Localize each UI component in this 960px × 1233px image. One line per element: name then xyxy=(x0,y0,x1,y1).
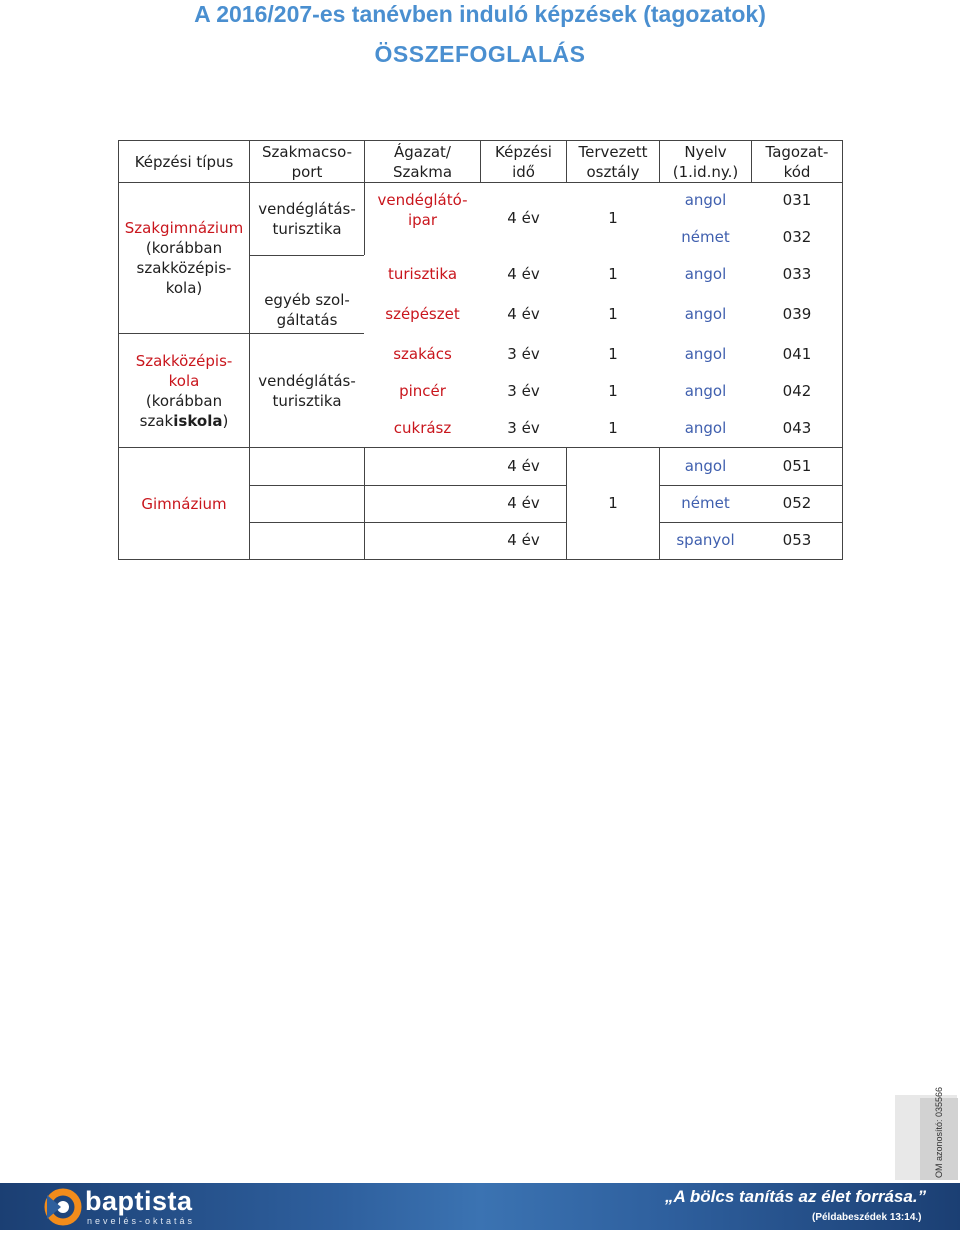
duration-pincer: 3 év xyxy=(507,382,540,400)
group-vendeglatas-turisztika-2: vendéglátás- turisztika xyxy=(258,371,356,410)
code-032: 032 xyxy=(782,228,812,246)
language-033: angol xyxy=(684,265,727,283)
code-051: 051 xyxy=(782,457,812,475)
header-training-type: Képzési típus xyxy=(134,152,234,171)
header-language: Nyelv (1.id.ny.) xyxy=(672,142,739,181)
type-szakgimnazium xyxy=(119,183,249,333)
group-egyeb-szolgaltatas: egyéb szol- gáltatás xyxy=(264,291,350,329)
page-title: A 2016/207-es tanévben induló képzések (tagozatok) xyxy=(194,1,766,27)
language-053: spanyol xyxy=(676,531,735,549)
code-033: 033 xyxy=(782,265,812,283)
header-duration: Képzési idő xyxy=(495,142,552,181)
language-042: angol xyxy=(684,382,727,400)
type-gimnazium: Gimnázium xyxy=(141,494,227,513)
language-039: angol xyxy=(684,305,727,323)
duration-gim-053: 4 év xyxy=(507,531,540,549)
code-039: 039 xyxy=(782,305,812,323)
code-053: 053 xyxy=(782,531,812,549)
sector-cukrasz: cukrász xyxy=(393,419,452,437)
code-041: 041 xyxy=(782,345,812,363)
sector-turisztika: turisztika xyxy=(387,265,458,283)
language-031: angol xyxy=(684,191,727,209)
header-planned-classes: Tervezett osztály xyxy=(578,142,648,181)
language-041: angol xyxy=(684,345,727,363)
language-032: német xyxy=(681,228,730,246)
type-szakkozepiskola-note-end: ) xyxy=(222,411,229,430)
language-043: angol xyxy=(684,419,727,437)
sector-vendeglatoipar: vendéglátó- ipar xyxy=(377,191,468,229)
code-043: 043 xyxy=(782,419,812,437)
classes-szepeszet: 1 xyxy=(608,305,618,323)
type-szakkozepiskola xyxy=(119,334,249,447)
type-szakgimnazium-name: Szakgimnázium xyxy=(124,219,244,237)
classes-gimnazium: 1 xyxy=(608,494,618,512)
sector-szakacs: szakács xyxy=(393,345,452,363)
duration-gim-052: 4 év xyxy=(507,494,540,512)
footer-quote: „A bölcs tanítás az élet forrása.” xyxy=(665,1187,927,1206)
classes-turisztika: 1 xyxy=(608,265,618,283)
language-051: angol xyxy=(684,457,727,475)
group-vendeglatas-turisztika-1: vendéglátás- turisztika xyxy=(258,200,356,238)
type-szakkozepiskola-note-bold: iskola xyxy=(173,411,223,430)
type-szakgimnazium-note: (korábban szakközépis- kola) xyxy=(136,239,232,297)
om-id-label: OM azonosító: 035566 xyxy=(934,1086,944,1178)
baptista-logo-icon xyxy=(42,1187,84,1227)
code-042: 042 xyxy=(782,382,812,400)
brand-name: baptista xyxy=(85,1186,193,1216)
classes-pincer: 1 xyxy=(608,382,618,400)
code-052: 052 xyxy=(782,494,812,512)
brand-subtitle: nevelés-oktatás xyxy=(87,1216,196,1226)
duration-cukrasz: 3 év xyxy=(507,419,540,437)
duration-gim-051: 4 év xyxy=(507,457,540,475)
code-031: 031 xyxy=(782,191,812,209)
header-code: Tagozat- kód xyxy=(765,142,829,181)
duration-szepeszet: 4 év xyxy=(507,305,540,323)
sector-szepeszet: szépészet xyxy=(385,305,460,323)
page-subtitle: ÖSSZEFOGLALÁS xyxy=(374,41,586,67)
classes-szakacs: 1 xyxy=(608,345,618,363)
language-052: német xyxy=(681,494,730,512)
footer-quote-reference: (Példabeszédek 13:14.) xyxy=(812,1212,922,1223)
duration-turisztika: 4 év xyxy=(507,265,540,283)
type-szakkozepiskola-name: Szakközépis- kola xyxy=(135,351,233,390)
type-szakkozepiskola-note: (korábban szak xyxy=(139,391,223,430)
duration-vendeglatoipar: 4 év xyxy=(507,209,540,227)
header-field-group: Szakmacso- port xyxy=(261,142,352,181)
classes-vendeglatoipar: 1 xyxy=(608,209,618,227)
classes-cukrasz: 1 xyxy=(608,419,618,437)
duration-szakacs: 3 év xyxy=(507,345,540,363)
sector-pincer: pincér xyxy=(399,382,446,400)
header-sector: Ágazat/ Szakma xyxy=(392,142,453,181)
